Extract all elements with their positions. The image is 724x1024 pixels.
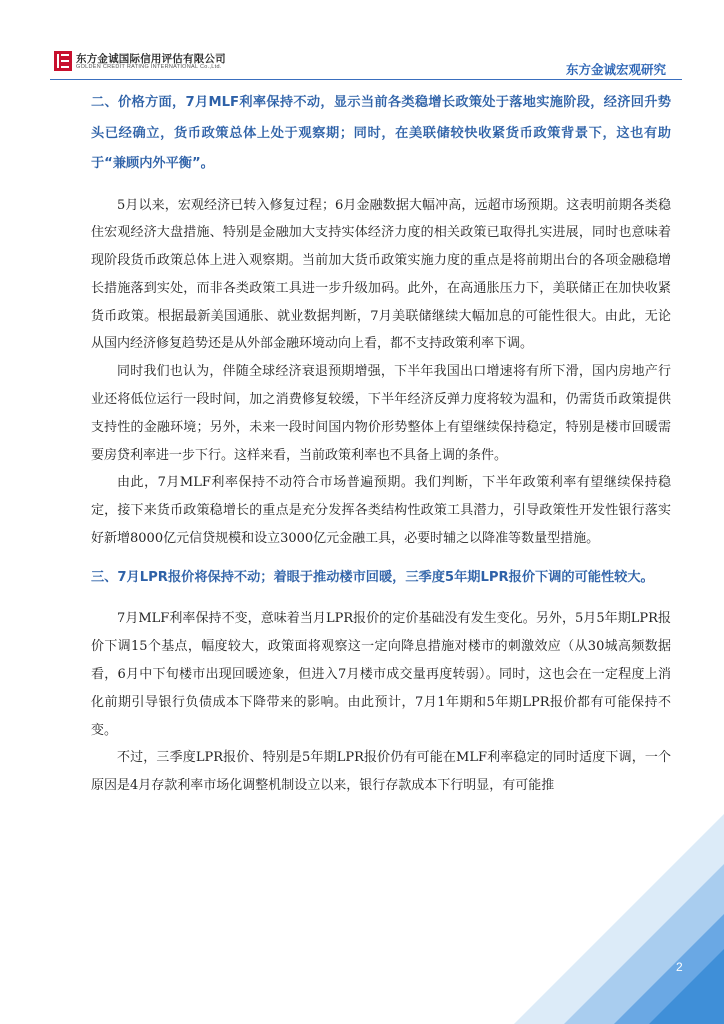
paragraph-1: 5月以来，宏观经济已转入修复过程；6月金融数据大幅冲高，远超市场预期。这表明前期各类稳住宏观经济大盘措施、特别是金融加大支持实体经济力度的相关政策已取得扎实进展，同时也意味着现阶段货币政策总体上进入观察期。当前加大货币政策实施力度的重点是将前期出台的各项金融稳增长措施落到实处，而非各类政策工具进一步升级加码。此外，在高通胀压力下，美联储正在加快收紧货币政策。根据最新美国通胀、就业数据判断，7月美联储继续大幅加息的可能性很大。由此，无论从国内经济修复趋势还是从外部金融环境动向上看，都不支持政策利率下调。 [91,197,671,352]
paragraph-5: 不过，三季度LPR报价、特别是5年期LPR报价仍有可能在MLF利率稳定的同时适度下调，一个原因是4月存款利率市场化调整机制设立以来，银行存款成本下行明显，有可能推 [91,750,671,794]
company-name-en: GOLDEN CREDIT RATING INTERNATIONAL Co.,Ltd. [76,64,222,70]
paragraph-2: 同时我们也认为，伴随全球经济衰退预期增强，下半年我国出口增速将有所下滑，国内房地产行业还将低位运行一段时间，加之消费修复较缓，下半年经济反弹力度将较为温和，仍需货币政策提供支持性的金融环境；另外，未来一段时间国内物价形势整体上有望继续保持稳定，特别是楼市回暖需要房贷利率进一步下行。这样来看，当前政策利率也不具备上调的条件。 [91,364,671,463]
paragraph-4: 7月MLF利率保持不变，意味着当月LPR报价的定价基础没有发生变化。另外，5月5年期LPR报价下调15个基点，幅度较大，政策面将观察这一定向降息措施对楼市的刺激效应（从30城高频数据看，6月中下旬楼市出现回暖迹象，但进入7月楼市成交量再度转弱）。同时，这也会在一定程度上消化前期引导银行负债成本下降带来的影响。由此预计，7月1年期和5年期LPR报价都有可能保持不变。 [91,611,671,738]
page-header [0,0,724,80]
page-number: 2 [676,960,683,974]
main-content [91,88,671,800]
logo-mark-icon [54,51,72,71]
corner-decoration [474,774,724,1024]
section-title: 东方金诚宏观研究 [565,62,666,77]
company-name-cn: 东方金诚国际信用评估有限公司 [76,53,226,65]
company-logo [54,50,254,74]
section-heading-3: 三、7月LPR报价将保持不动；着眼于推动楼市回暖，三季度5年期LPR报价下调的可能性较大。 [91,569,654,585]
header-divider [50,79,682,80]
section-heading-2: 二、价格方面，7月MLF利率保持不动，显示当前各类稳增长政策处于落地实施阶段，经济回升势头已经确立，货币政策总体上处于观察期；同时，在美联储较快收紧货币政策背景下，这也有助于“兼顾内外平衡”。 [91,95,671,171]
paragraph-3: 由此，7月MLF利率保持不动符合市场普遍预期。我们判断，下半年政策利率有望继续保持稳定，接下来货币政策稳增长的重点是充分发挥各类结构性政策工具潜力，引导政策性开发性银行落实好新增8000亿元信贷规模和设立3000亿元金融工具，必要时辅之以降准等数量型措施。 [91,475,671,547]
